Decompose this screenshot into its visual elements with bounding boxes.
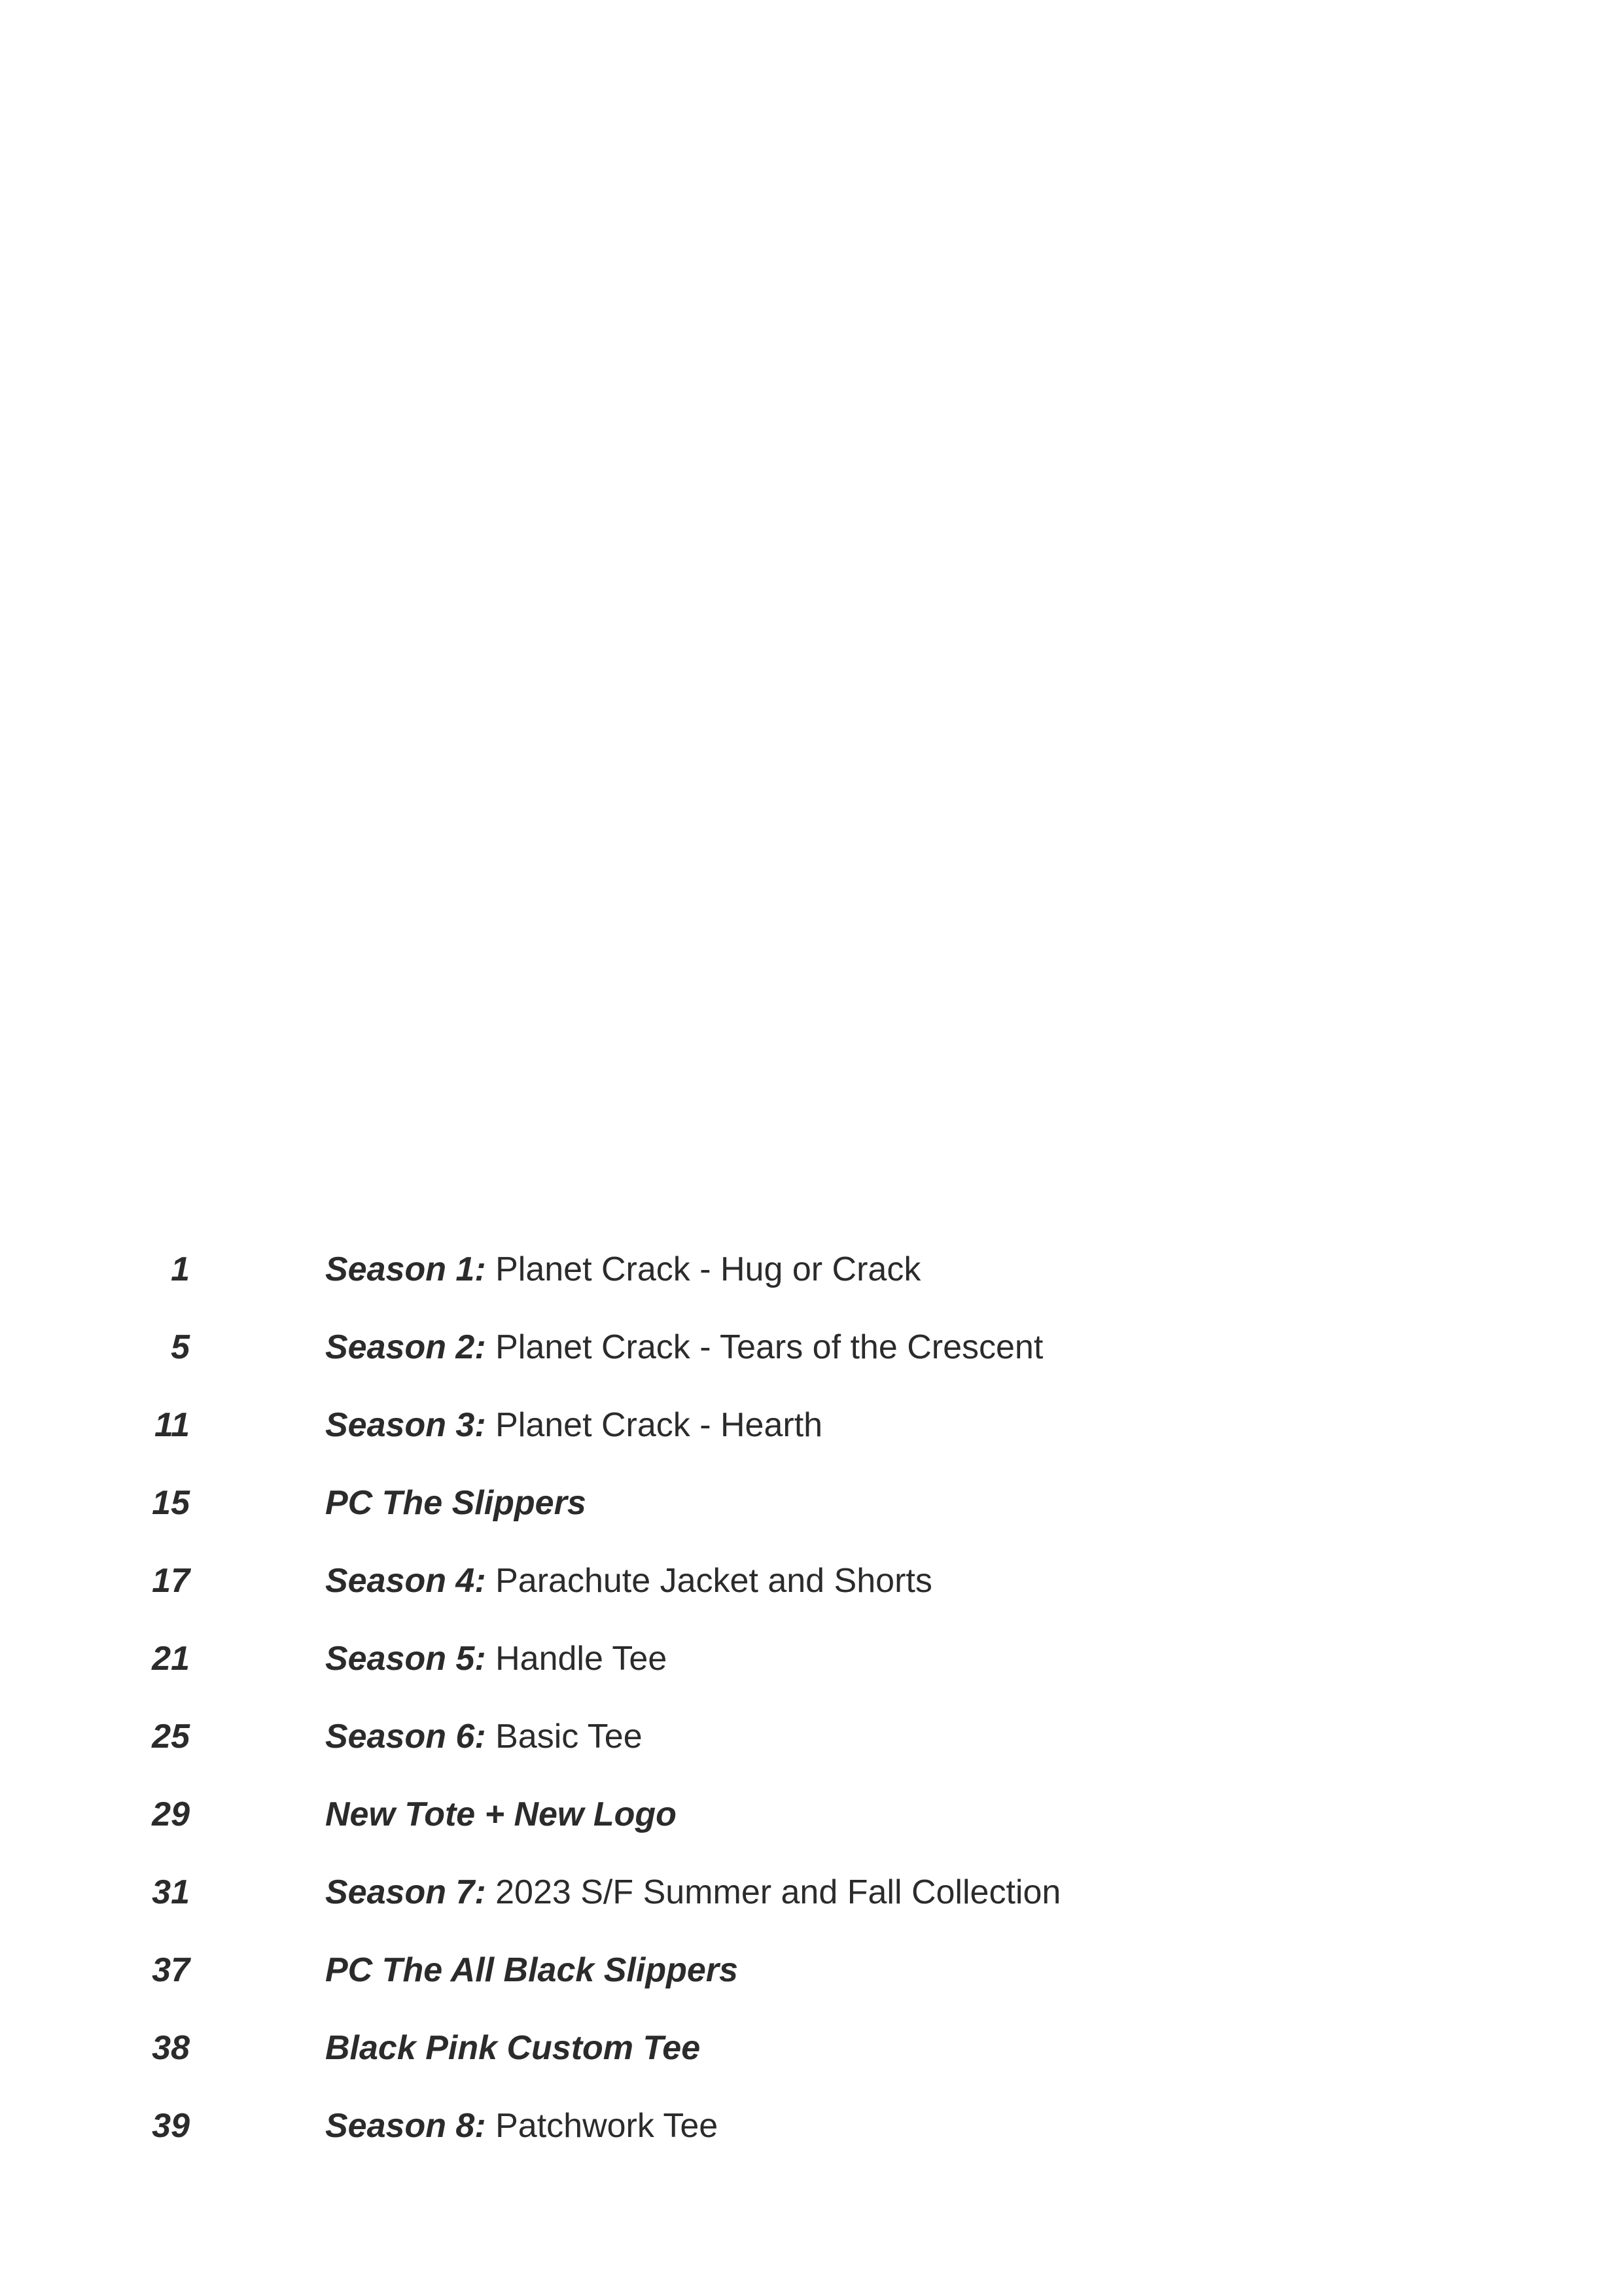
toc-page-number: 31 bbox=[152, 1873, 190, 1911]
toc-entry-text bbox=[325, 2100, 718, 2152]
toc-entry-label: Season 2: bbox=[325, 1328, 486, 1366]
toc-entry-title: Basic Tee bbox=[495, 1718, 643, 1756]
toc-entry-text bbox=[325, 1866, 1061, 1918]
toc-page-number: 17 bbox=[152, 1562, 190, 1600]
toc-entry[interactable] bbox=[0, 1633, 1624, 1710]
toc-page-number: 5 bbox=[171, 1328, 190, 1366]
toc-entry[interactable] bbox=[0, 1944, 1624, 2022]
toc-entry-label: New Tote + New Logo bbox=[325, 1795, 677, 1833]
toc-page-number: 21 bbox=[152, 1640, 190, 1678]
toc-entry-label: Season 7: bbox=[325, 1873, 486, 1911]
toc-entry-label: Season 4: bbox=[325, 1562, 486, 1600]
toc-entry-text bbox=[325, 1944, 738, 1996]
toc-page-number: 1 bbox=[171, 1250, 190, 1288]
toc-entry-text bbox=[325, 1477, 586, 1529]
toc-entry-text bbox=[325, 1788, 677, 1841]
toc-entry-label: PC The Slippers bbox=[325, 1484, 586, 1522]
table-of-contents bbox=[0, 1243, 1624, 2178]
toc-entry[interactable] bbox=[0, 1555, 1624, 1633]
toc-entry-label: Season 6: bbox=[325, 1718, 486, 1756]
toc-entry[interactable] bbox=[0, 1321, 1624, 1399]
toc-entry-text bbox=[325, 1710, 643, 1763]
toc-page-number: 29 bbox=[152, 1795, 190, 1833]
toc-entry[interactable] bbox=[0, 1399, 1624, 1477]
toc-entry-title: Planet Crack - Tears of the Crescent bbox=[495, 1328, 1044, 1366]
toc-entry-label: Black Pink Custom Tee bbox=[325, 2029, 701, 2067]
toc-entry-text bbox=[325, 1555, 932, 1607]
toc-entry[interactable] bbox=[0, 1710, 1624, 1788]
toc-entry-label: Season 8: bbox=[325, 2107, 486, 2145]
toc-entry-title: Patchwork Tee bbox=[495, 2107, 718, 2145]
toc-entry-text bbox=[325, 2022, 700, 2074]
toc-entry-text bbox=[325, 1321, 1043, 1373]
toc-entry-label: Season 1: bbox=[325, 1250, 486, 1288]
toc-page-number: 15 bbox=[152, 1484, 190, 1522]
toc-entry-label: Season 3: bbox=[325, 1406, 486, 1444]
toc-page-number: 25 bbox=[152, 1718, 190, 1756]
toc-entry-text bbox=[325, 1243, 921, 1296]
toc-entry-title: Planet Crack - Hug or Crack bbox=[495, 1250, 921, 1288]
toc-page-number: 38 bbox=[152, 2029, 190, 2067]
toc-entry[interactable] bbox=[0, 2022, 1624, 2100]
toc-entry-title: Planet Crack - Hearth bbox=[495, 1406, 823, 1444]
toc-entry[interactable] bbox=[0, 1866, 1624, 1944]
toc-entry[interactable] bbox=[0, 1477, 1624, 1555]
toc-entry[interactable] bbox=[0, 1788, 1624, 1866]
toc-page-number: 37 bbox=[152, 1951, 190, 1989]
toc-entry-label: Season 5: bbox=[325, 1640, 486, 1678]
toc-entry[interactable] bbox=[0, 1243, 1624, 1321]
toc-entry-title: Handle Tee bbox=[495, 1640, 667, 1678]
toc-entry-label: PC The All Black Slippers bbox=[325, 1951, 738, 1989]
toc-entry-text bbox=[325, 1399, 822, 1451]
toc-entry-title: 2023 S/F Summer and Fall Collection bbox=[495, 1873, 1061, 1911]
toc-entry[interactable] bbox=[0, 2100, 1624, 2178]
toc-page-number: 39 bbox=[152, 2107, 190, 2145]
toc-page-number: 11 bbox=[154, 1406, 190, 1444]
toc-entry-title: Parachute Jacket and Shorts bbox=[495, 1562, 932, 1600]
toc-entry-text bbox=[325, 1633, 667, 1685]
